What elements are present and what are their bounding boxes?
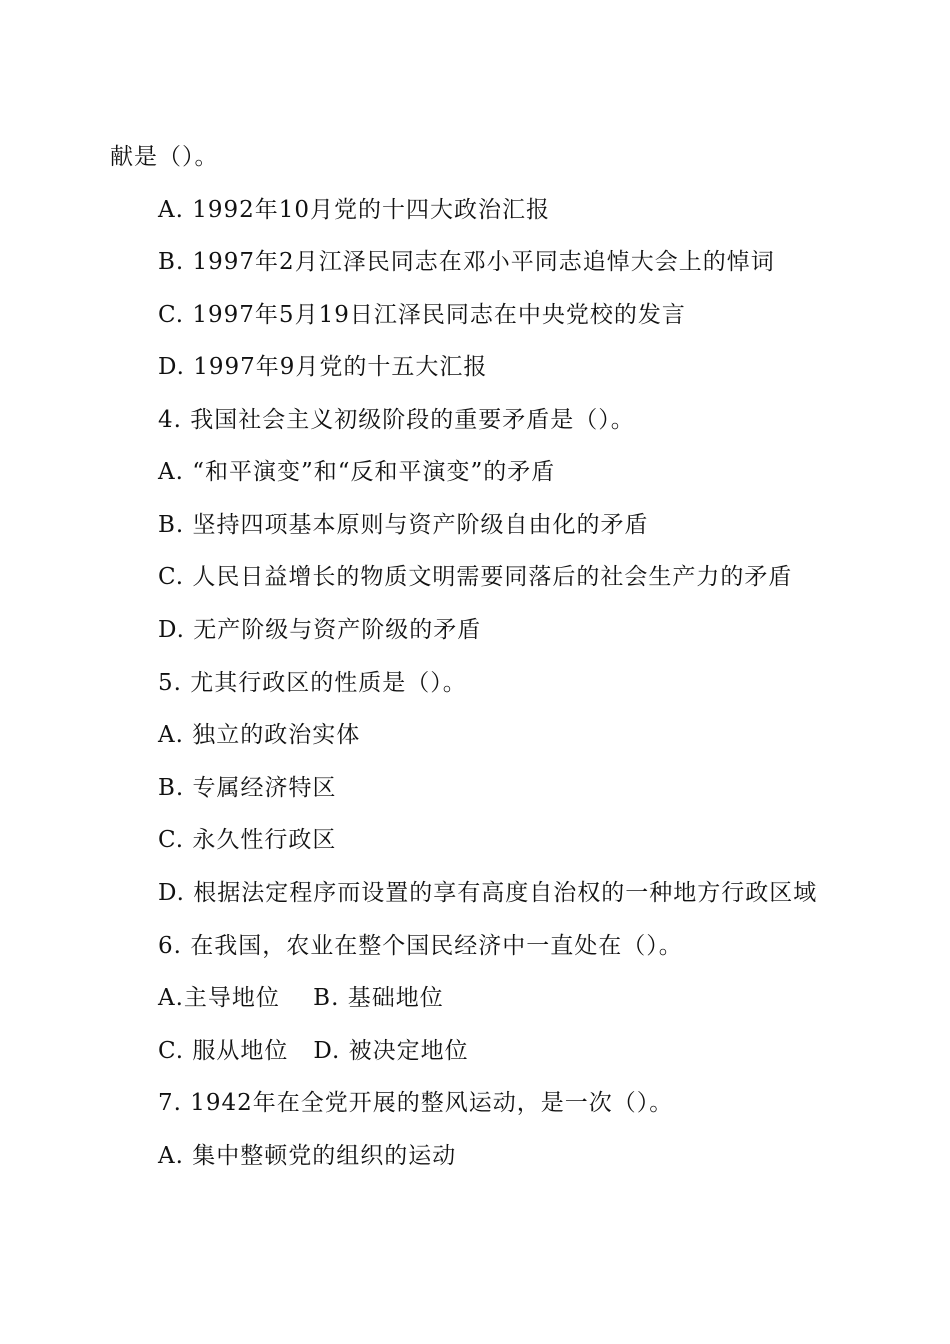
question-3-option-a: A. 1992年10月党的十四大政治汇报 — [158, 197, 551, 223]
question-3-option-d: D. 1997年9月党的十五大汇报 — [158, 354, 488, 380]
question-4-stem: 4. 我国社会主义初级阶段的重要矛盾是（）。 — [158, 407, 635, 433]
question-5-option-b: B. 专属经济特区 — [158, 775, 337, 801]
question-7-stem: 7. 1942年在全党开展的整风运动，是一次（）。 — [158, 1090, 674, 1116]
question-7-option-a: A. 集中整顿党的组织的运动 — [158, 1143, 457, 1169]
question-6-options-cd: C. 服从地位 D. 被决定地位 — [158, 1038, 469, 1064]
question-4-option-b: B. 坚持四项基本原则与资产阶级自由化的矛盾 — [158, 512, 649, 538]
question-4-option-a: A. “和平演变”和“反和平演变”的矛盾 — [158, 459, 556, 485]
question-6-stem: 6. 在我国，农业在整个国民经济中一直处在（）。 — [158, 933, 683, 959]
question-5-option-d: D. 根据法定程序而设置的享有高度自治权的一种地方行政区域 — [158, 880, 818, 906]
question-3-option-b: B. 1997年2月江泽民同志在邓小平同志追悼大会上的悼词 — [158, 249, 775, 275]
question-5-option-a: A. 独立的政治实体 — [158, 722, 361, 748]
question-4-option-d: D. 无产阶级与资产阶级的矛盾 — [158, 617, 482, 643]
question-3-option-c: C. 1997年5月19日江泽民同志在中央党校的发言 — [158, 302, 686, 328]
question-5-option-c: C. 永久性行政区 — [158, 827, 337, 853]
question-4-option-c: C. 人民日益增长的物质文明需要同落后的社会生产力的矛盾 — [158, 564, 793, 590]
question-3-stem-continuation: 献是（）。 — [110, 144, 219, 170]
question-5-stem: 5. 尤其行政区的性质是（）。 — [158, 670, 467, 696]
question-6-options-ab: A.主导地位 B. 基础地位 — [158, 985, 444, 1011]
